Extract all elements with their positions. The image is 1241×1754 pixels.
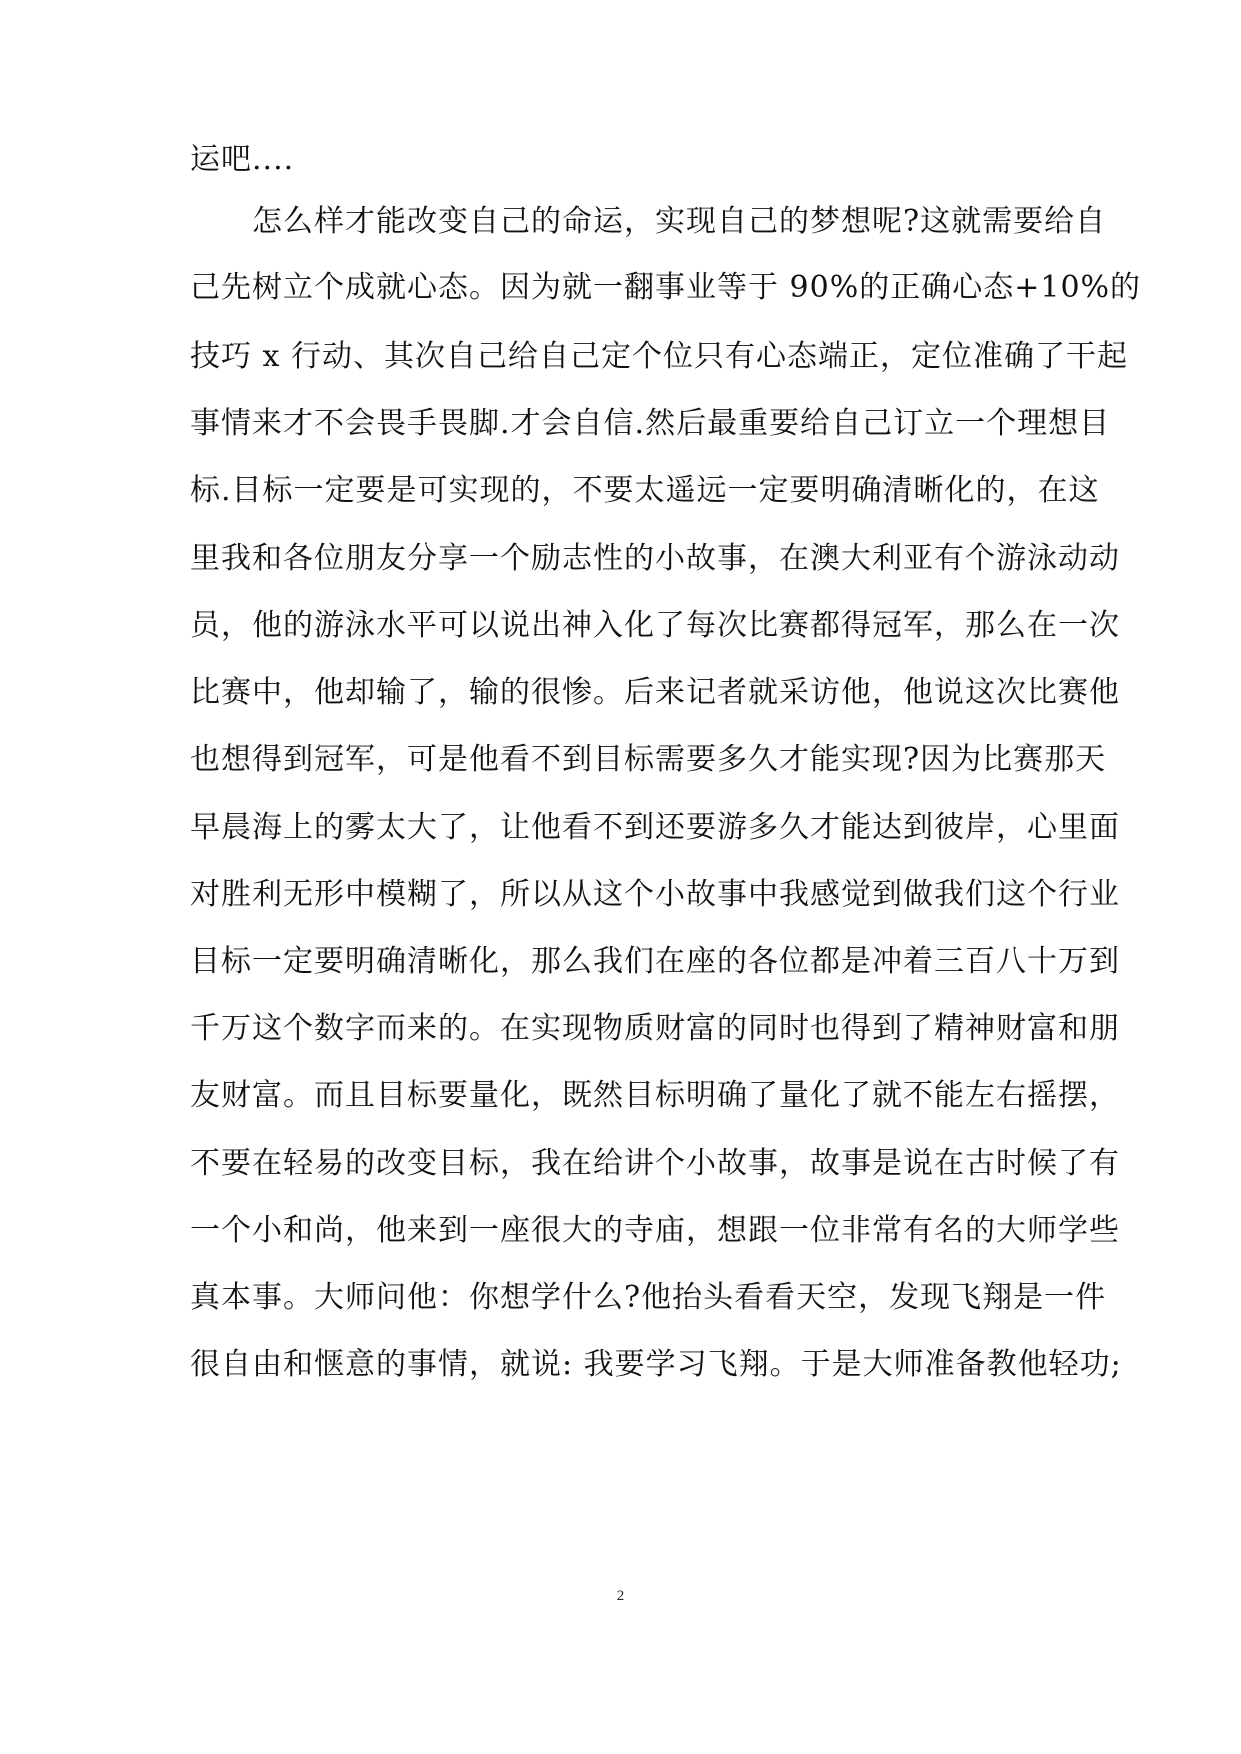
page-number: 2 — [616, 1588, 625, 1604]
text-line: 对胜利无形中模糊了，所以从这个小故事中我感觉到做我们这个行业 — [190, 877, 1120, 912]
text-line: 一个小和尚，他来到一座很大的寺庙，想跟一位非常有名的大师学些 — [190, 1213, 1120, 1248]
text-line: 早晨海上的雾太大了，让他看不到还要游多久才能达到彼岸，心里面 — [190, 810, 1120, 845]
text-line: 千万这个数字而来的。在实现物质财富的同时也得到了精神财富和朋 — [190, 1011, 1120, 1046]
text-line: 技巧 x 行动、其次自己给自己定个位只有心态端正，定位准确了干起 — [190, 339, 1128, 374]
text-line: 友财富。而且目标要量化，既然目标明确了量化了就不能左右摇摆， — [190, 1078, 1120, 1113]
text-line: 里我和各位朋友分享一个励志性的小故事，在澳大利亚有个游泳动动 — [190, 541, 1120, 576]
text-line: 己先树立个成就心态。因为就一翻事业等于 90%的正确心态+10%的 — [190, 270, 1142, 305]
text-line: 比赛中，他却输了，输的很惨。后来记者就采访他，他说这次比赛他 — [190, 675, 1120, 710]
text-line: 怎么样才能改变自己的命运，实现自己的梦想呢?这就需要给自 — [190, 204, 1107, 239]
text-line: 也想得到冠军，可是他看不到目标需要多久才能实现?因为比赛那天 — [190, 742, 1107, 777]
text-line: 很自由和惬意的事情，就说: 我要学习飞翔。于是大师准备教他轻功; — [190, 1347, 1122, 1382]
text-line: 不要在轻易的改变目标，我在给讲个小故事，故事是说在古时候了有 — [190, 1146, 1120, 1181]
text-line: 事情来才不会畏手畏脚.才会自信.然后最重要给自己订立一个理想目 — [190, 406, 1111, 441]
text-line: 目标一定要明确清晰化，那么我们在座的各位都是冲着三百八十万到 — [190, 944, 1120, 979]
text-line: 员，他的游泳水平可以说出神入化了每次比赛都得冠军，那么在一次 — [190, 608, 1120, 643]
text-line: 真本事。大师问他：你想学什么?他抬头看看天空，发现飞翔是一件 — [190, 1280, 1107, 1315]
text-line: 标.目标一定要是可实现的，不要太遥远一定要明确清晰化的，在这 — [190, 473, 1100, 508]
text-line: 运吧.... — [190, 142, 295, 177]
